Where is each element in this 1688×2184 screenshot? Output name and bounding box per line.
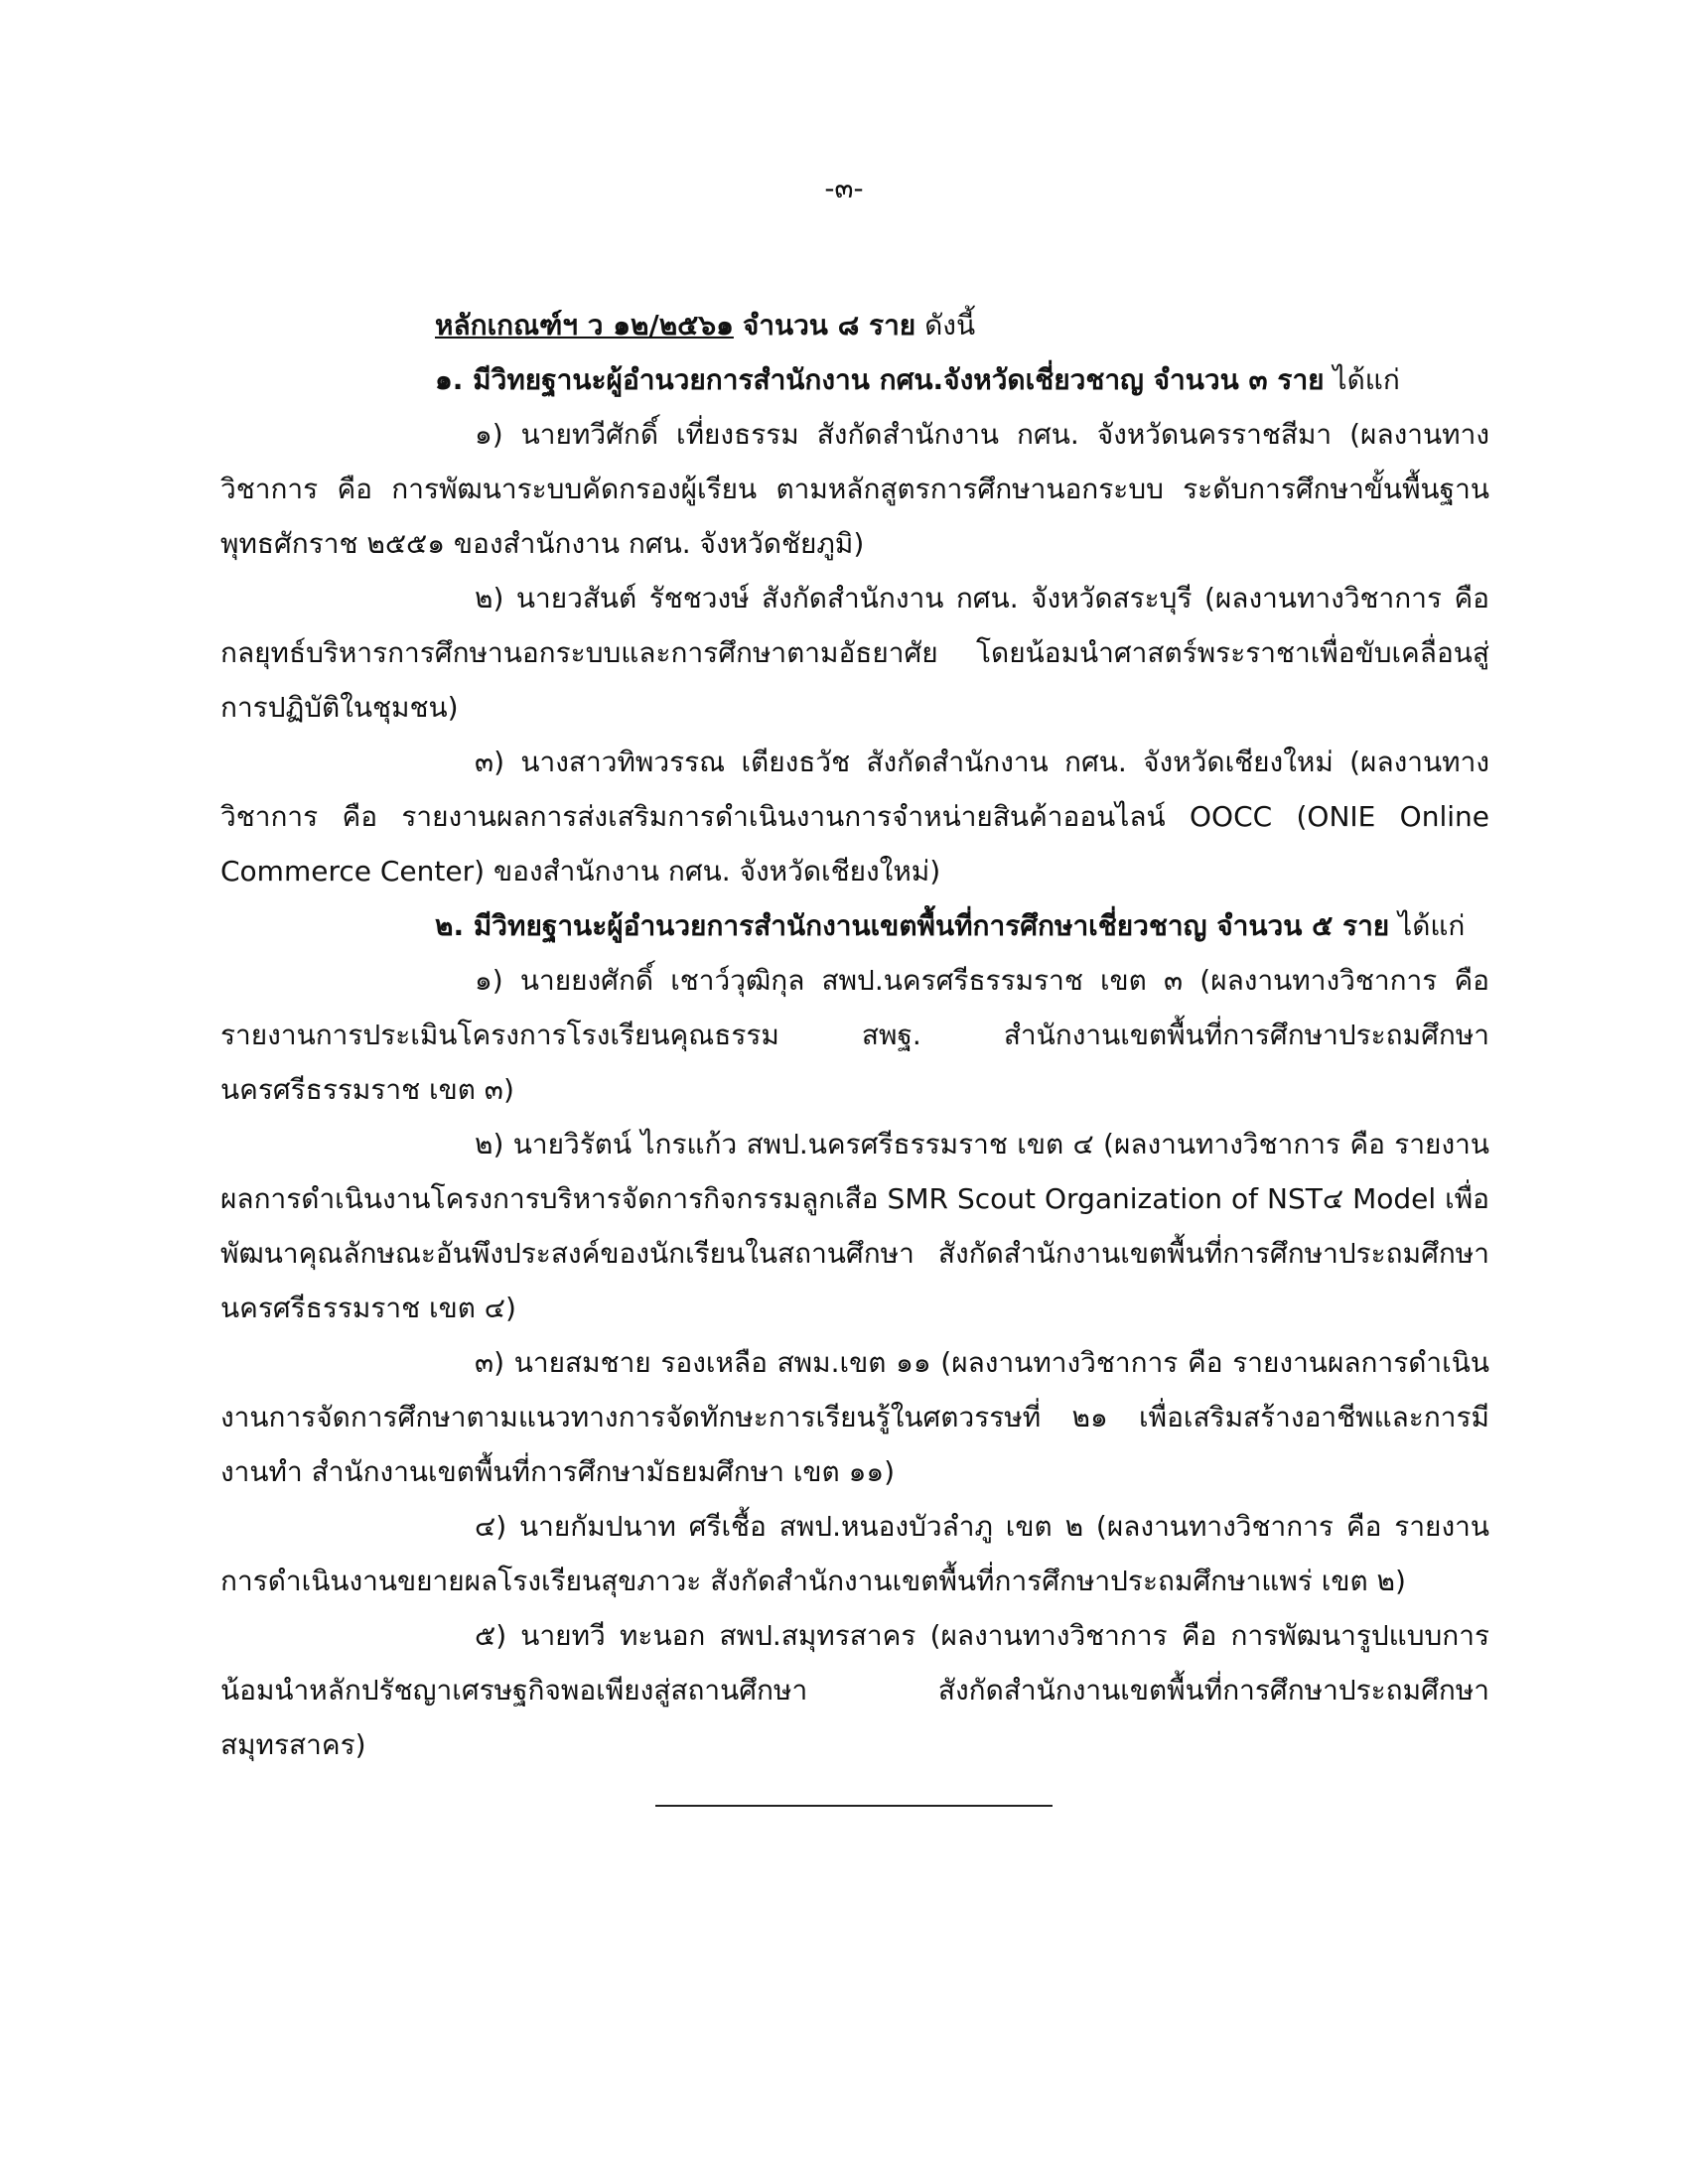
section-2-heading [220,898,1489,953]
criteria-heading [220,298,1489,352]
page-number: -๓- [824,172,864,205]
section-2-suffix: ได้แก่ [1398,909,1466,942]
criteria-suffix: ดังนี้ [924,309,976,341]
section-2-item-2: ๒) นายวิรัตน์ ไกรแก้ว สพป.นครศรีธรรมราช เขต ๔ (ผลงานทางวิชาการ คือ รายงานผลการดำเนินงานโครงการบริหารจัดการกิจกรรมลูกเสือ SMR Scout Organization of NST๔ Model เพื่อพัฒนาคุณลักษณะอันพึงประสงค์ของนักเรียนในสถานศึกษา สังกัดสำนักงานเขตพื้นที่การศึกษาประถมศึกษานครศรีธรรมราช เขต ๔) [220,1128,1489,1324]
document-body [220,298,1489,1772]
section-2-item-4: ๔) นายกัมปนาท ศรีเชื้อ สพป.หนองบัวลำภู เขต ๒ (ผลงานทางวิชาการ คือ รายงานการดำเนินงานขยายผลโรงเรียนสุขภาวะ สังกัดสำนักงานเขตพื้นที่การศึกษาประถมศึกษาแพร่ เขต ๒) [220,1510,1489,1597]
section-1-title: ๑. มีวิทยฐานะผู้อำนวยการสำนักงาน กศน.จังหวัดเชี่ยวชาญ จำนวน ๓ ราย [435,363,1325,396]
section-1-item-1: ๑) นายทวีศักดิ์ เที่ยงธรรม สังกัดสำนักงาน กศน. จังหวัดนครราชสีมา (ผลงานทางวิชาการ คือ การพัฒนาระบบคัดกรองผู้เรียน ตามหลักสูตรการศึกษานอกระบบ ระดับการศึกษาขั้นพื้นฐาน พุทธศักราช ๒๕๕๑ ของสำนักงาน กศน. จังหวัดชัยภูมิ) [220,418,1489,560]
section-2-item-5: ๕) นายทวี ทะนอก สพป.สมุทรสาคร (ผลงานทางวิชาการ คือ การพัฒนารูปแบบการน้อมนำหลักปรัชญาเศรษฐกิจพอเพียงสู่สถานศึกษา สังกัดสำนักงานเขตพื้นที่การศึกษาประถมศึกษาสมุทรสาคร) [220,1619,1489,1761]
section-1-item-2: ๒) นายวสันต์ รัชชวงษ์ สังกัดสำนักงาน กศน. จังหวัดสระบุรี (ผลงานทางวิชาการ คือ กลยุทธ์บริหารการศึกษานอกระบบและการศึกษาตามอัธยาศัย โดยน้อมนำศาสตร์พระราชาเพื่อขับเคลื่อนสู่การปฏิบัติในชุมชน) [220,582,1489,724]
end-divider [655,1805,1053,1807]
section-2-item-1: ๑) นายยงศักดิ์ เชาว์วุฒิกุล สพป.นครศรีธรรมราช เขต ๓ (ผลงานทางวิชาการ คือ รายงานการประเมินโครงการโรงเรียนคุณธรรม สพฐ. สำนักงานเขตพื้นที่การศึกษาประถมศึกษานครศรีธรรมราช เขต ๓) [220,964,1489,1106]
section-2-item-3: ๓) นายสมชาย รองเหลือ สพม.เขต ๑๑ (ผลงานทางวิชาการ คือ รายงานผลการดำเนินงานการจัดการศึกษาตามแนวทางการจัดทักษะการเรียนรู้ในศตวรรษที่ ๒๑ เพื่อเสริมสร้างอาชีพและการมีงานทำ สำนักงานเขตพื้นที่การศึกษามัธยมศึกษา เขต ๑๑) [220,1346,1489,1488]
section-1-item-3: ๓) นางสาวทิพวรรณ เตียงธวัช สังกัดสำนักงาน กศน. จังหวัดเชียงใหม่ (ผลงานทางวิชาการ คือ รายงานผลการส่งเสริมการดำเนินงานการจำหน่ายสินค้าออนไลน์ OOCC (ONIE Online Commerce Center) ของสำนักงาน กศน. จังหวัดเชียงใหม่) [220,746,1489,887]
criteria-label: หลักเกณฑ์ฯ ว ๑๒/๒๕๖๑ [435,309,734,341]
section-1-suffix: ได้แก่ [1333,363,1400,396]
criteria-count: จำนวน ๘ ราย [742,309,916,341]
section-1-heading [220,352,1489,407]
section-2-title: ๒. มีวิทยฐานะผู้อำนวยการสำนักงานเขตพื้นที่การศึกษาเชี่ยวชาญ จำนวน ๕ ราย [435,909,1390,942]
